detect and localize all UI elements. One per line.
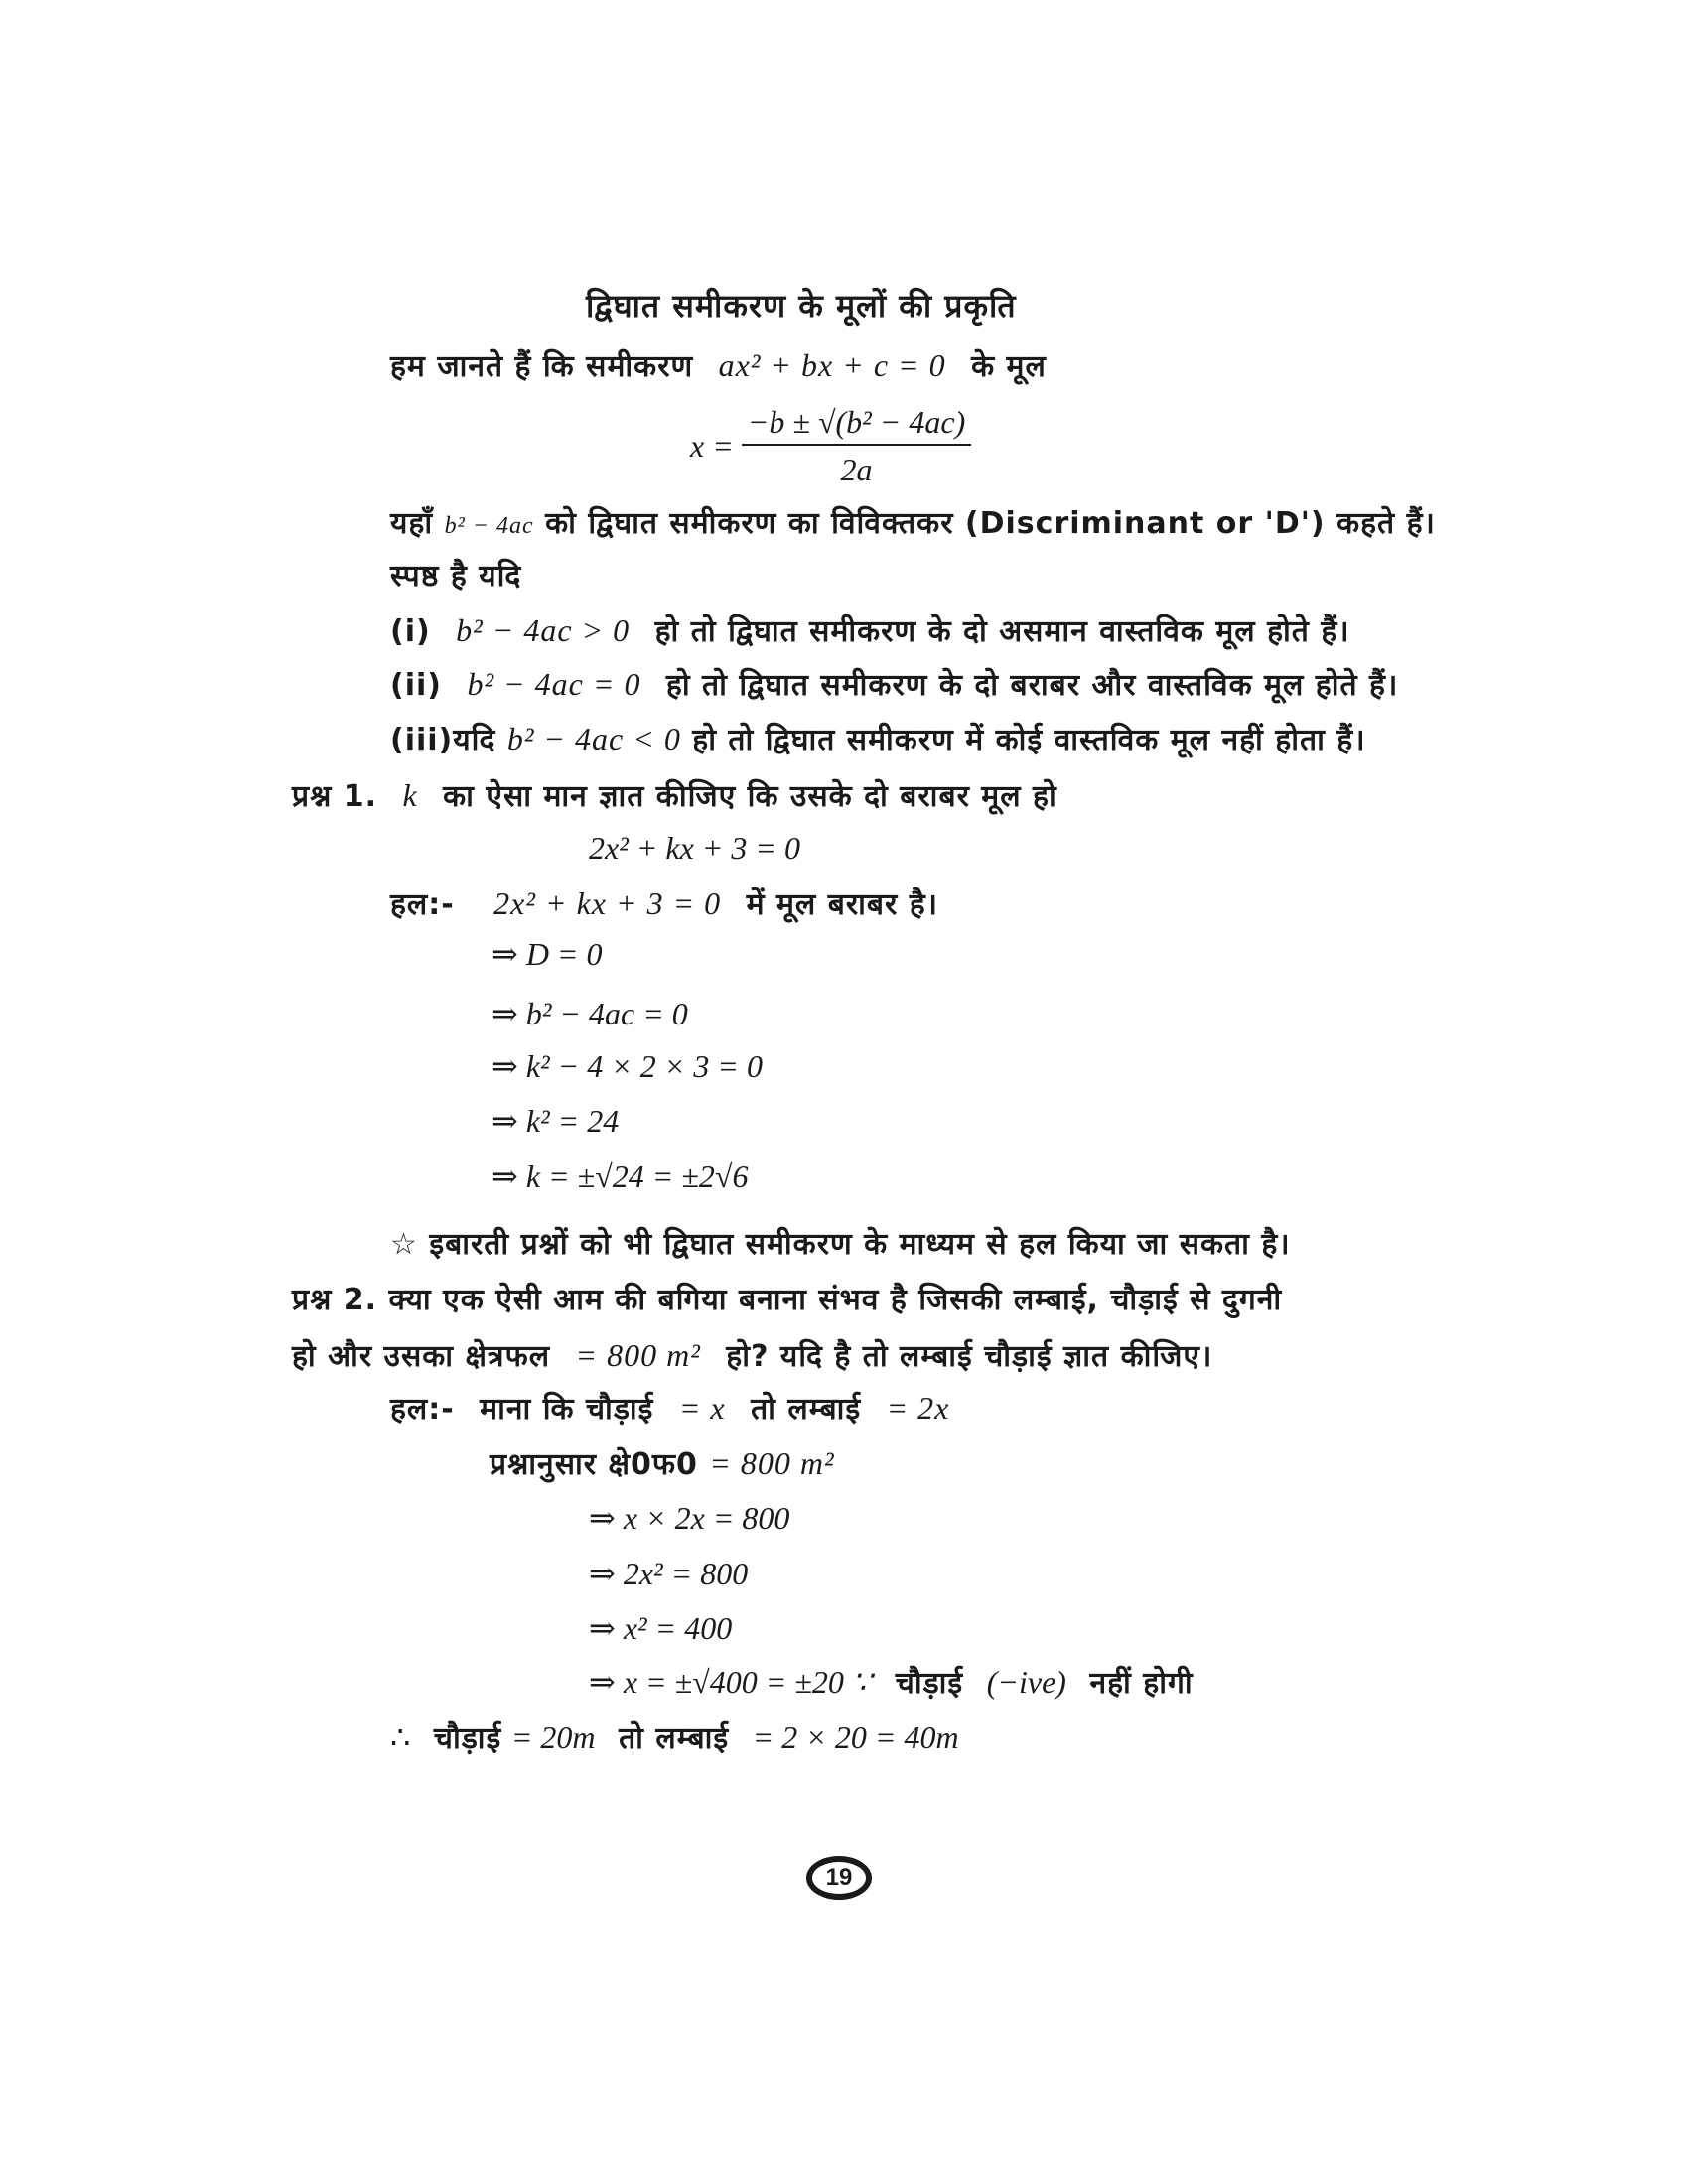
solution-step: ⇒ k² = 24 (492, 1103, 620, 1139)
solution-text: तो लम्बाई (751, 1392, 862, 1427)
note-text: इबारती प्रश्नों को भी द्विघात समीकरण के माध्यम से हल किया जा सकता है। (429, 1227, 1291, 1262)
question-1-equation: 2x² + kx + 3 = 0 (589, 830, 800, 866)
case-text: हो तो द्विघात समीकरण के दो असमान वास्तविक मूल होते हैं। (654, 614, 1350, 649)
intro-text: हम जानते हैं कि समीकरण (390, 349, 694, 384)
solution-step: ⇒ x × 2x = 800 (589, 1500, 790, 1536)
case-label: (i) (390, 614, 431, 649)
formula-fraction (742, 402, 971, 489)
star-icon: ☆ (390, 1227, 418, 1262)
formula-lhs: x = (690, 428, 734, 464)
solution-text: में मूल बराबर है। (746, 887, 939, 922)
discriminant-expr: b² − 4ac (444, 513, 534, 539)
case-item (390, 719, 1366, 760)
conclusion-line (390, 1717, 959, 1759)
therefore-symbol: ∴ (390, 1719, 411, 1755)
question-variable: k (402, 777, 418, 813)
conclusion-math: = 20m (510, 1719, 596, 1755)
question-2 (292, 1281, 1282, 1320)
step-text: नहीं होगी (1089, 1666, 1194, 1701)
question-text: हो और उसका क्षेत्रफल (292, 1339, 551, 1374)
question-1 (292, 775, 1057, 817)
intro-text-after: के मूल (971, 349, 1047, 384)
solution-label: हल:- (390, 1392, 455, 1427)
solution-2-header (390, 1388, 949, 1430)
discriminant-prefix: यहाँ (390, 506, 434, 541)
question-label: प्रश्न 2. (292, 1283, 377, 1317)
solution-step: ⇒ k² − 4 × 2 × 3 = 0 (492, 1048, 763, 1084)
case-item (390, 664, 1398, 706)
case-expr: b² − 4ac > 0 (456, 613, 631, 648)
length-value: = 2x (886, 1390, 950, 1426)
solution-step: ⇒ b² − 4ac = 0 (492, 996, 688, 1031)
step-math: (−ive) (986, 1664, 1066, 1700)
note-line (390, 1225, 1291, 1265)
area-value: = 800 m² (575, 1337, 701, 1373)
case-label: (ii) (390, 668, 442, 703)
conclusion-math: = 2 × 20 = 40m (752, 1719, 959, 1755)
question-text-line1: क्या एक ऐसी आम की बगिया बनाना संभव है जिसकी लम्बाई, चौड़ाई से दुगनी (388, 1283, 1283, 1317)
clear-if-label: स्पष्ठ है यदि (390, 559, 522, 594)
solution-step: ⇒ D = 0 (492, 936, 603, 972)
case-text: हो तो द्विघात समीकरण के दो बराबर और वास्तविक मूल होते हैं। (665, 668, 1399, 703)
solution-text: माना कि चौड़ाई (480, 1392, 654, 1427)
page-number-badge: 19 (806, 1856, 872, 1900)
general-quadratic-equation: ax² + bx + c = 0 (718, 347, 946, 383)
intro-line (390, 345, 1047, 387)
discriminant-definition (390, 504, 1436, 546)
solution-step: ⇒ x² = 400 (589, 1610, 733, 1646)
width-value: = x (678, 1390, 726, 1426)
solution-equation: 2x² + kx + 3 = 0 (493, 886, 722, 921)
according-value: = 800 m² (709, 1445, 835, 1481)
conclusion-text: चौड़ाई (433, 1721, 502, 1756)
case-item (390, 611, 1350, 652)
solution-step: ⇒ 2x² = 800 (589, 1556, 749, 1591)
question-text: हो? यदि है तो लम्बाई चौड़ाई ज्ञात कीजिए। (726, 1339, 1213, 1374)
case-text: हो तो द्विघात समीकरण में कोई वास्तविक मूल नहीं होता हैं। (692, 723, 1366, 757)
case-expr: b² − 4ac < 0 (506, 721, 681, 756)
question-2-line2 (292, 1335, 1212, 1377)
question-label: प्रश्न 1. (292, 779, 377, 814)
page-title: द्विघात समीकरण के मूलों की प्रकृति (586, 287, 1017, 325)
solution-1-header (390, 884, 938, 925)
question-text: का ऐसा मान ज्ञात कीजिए कि उसके दो बराबर मूल हो (443, 779, 1057, 814)
case-expr: b² − 4ac = 0 (467, 666, 641, 702)
case-label: (iii)यदि (390, 723, 496, 757)
conclusion-text: तो लम्बाई (619, 1721, 730, 1756)
quadratic-formula (690, 402, 971, 489)
solution-step-final (589, 1662, 1194, 1704)
solution-label: हल:- (390, 887, 455, 922)
according-text: प्रश्नानुसार क्षे0फ0 (490, 1447, 698, 1482)
according-to-question (490, 1443, 835, 1485)
formula-denominator: 2a (840, 452, 873, 487)
step-text: चौड़ाई (895, 1666, 964, 1701)
formula-numerator: −b ± √(b² − 4ac) (742, 402, 971, 446)
step-math: ⇒ x = ±√400 = ±20 ∵ (589, 1664, 873, 1700)
solution-step: ⇒ k = ±√24 = ±2√6 (492, 1159, 749, 1194)
discriminant-text: को द्विघात समीकरण का विविक्तकर (Discriminant or 'D') कहते हैं। (545, 506, 1436, 541)
